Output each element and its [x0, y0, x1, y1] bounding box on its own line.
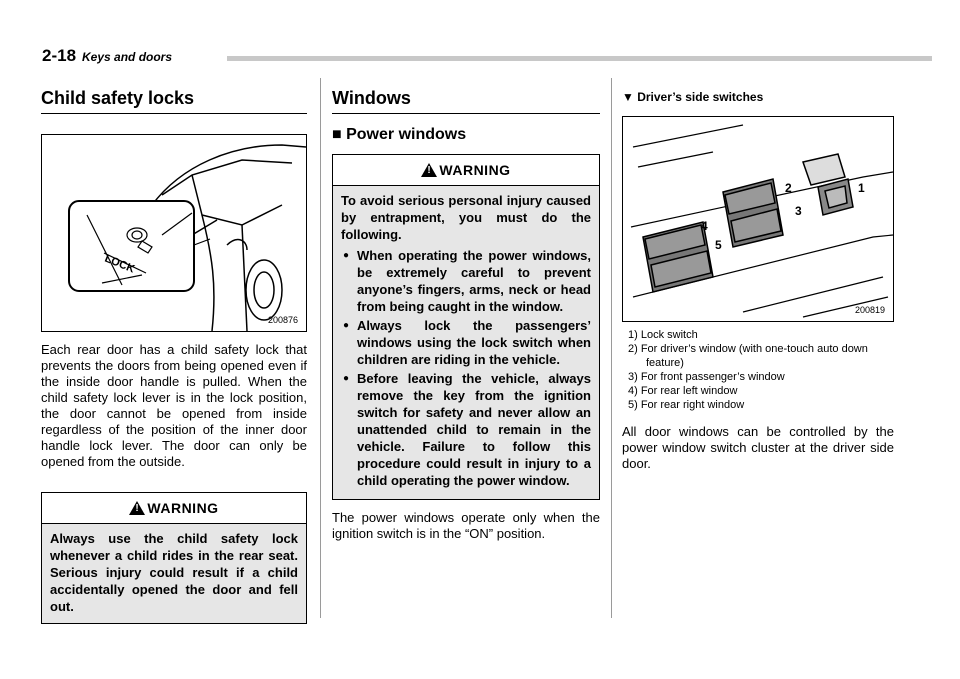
legend-item: 2) For driver’s window (with one-touch auto down feature)	[628, 343, 868, 369]
warning-title: WARNING	[439, 162, 511, 178]
warning-body	[333, 186, 599, 499]
warning-list	[341, 247, 591, 489]
window-switch-illustration	[623, 117, 893, 321]
legend-item: 1) Lock switch	[628, 329, 698, 341]
switch-cluster-description: All door windows can be controlled by the power window switch cluster at the driver side door.	[622, 424, 894, 471]
page-number: 2-18	[42, 46, 77, 65]
heading-windows: Windows	[332, 88, 600, 114]
page-header	[42, 46, 894, 66]
switch-legend	[628, 328, 894, 412]
warning-header	[333, 155, 599, 186]
column-windows	[332, 88, 600, 542]
warning-text: Always use the child safety lock whenever a child rides in the rear seat. Serious injury could result if a child accidentally opened the door and fell out.	[50, 531, 298, 614]
warning-box-power-windows	[332, 154, 600, 500]
heading-child-safety-locks: Child safety locks	[41, 88, 307, 114]
child-lock-description: Each rear door has a child safety lock that prevents the doors from being opened even if the inside door handle is pulled. When the child safety lock lever is in the lock position, the door cannot be opened from inside regardless of the position of the inner door handle lock lever. The door can only be opened from the outside.	[41, 342, 307, 469]
figure-id: 200819	[854, 305, 885, 315]
lock-label: LOCK	[102, 252, 137, 276]
figure-id: 200876	[267, 315, 298, 325]
warning-item: ● When operating the power windows, be extremely careful to prevent anyone’s fingers, arms, neck or head from being caught in the window.	[357, 247, 591, 315]
section-title: Keys and doors	[82, 50, 173, 64]
warning-intro: To avoid serious personal injury caused by entrapment, you must do the following.	[341, 193, 591, 242]
callout-3: 3	[795, 204, 802, 218]
legend-item: 5) For rear right window	[628, 399, 745, 411]
column-divider	[320, 78, 321, 618]
child-lock-illustration	[42, 135, 306, 331]
warning-triangle-icon	[421, 163, 437, 177]
warning-triangle-icon	[129, 501, 145, 515]
column-drivers-switches	[622, 88, 894, 472]
header-rule	[227, 56, 932, 61]
callout-4: 4	[701, 219, 708, 233]
callout-1: 1	[858, 181, 865, 195]
callout-5: 5	[715, 238, 722, 252]
legend-item: 4) For rear left window	[628, 385, 738, 397]
warning-item: ● Before leaving the vehicle, always remove the key from the ignition switch for safety and never allow an unattended child to remain in the vehicle. Failure to follow this procedure could result in injury to a child operating the power window.	[357, 370, 591, 489]
warning-header	[42, 493, 306, 524]
power-windows-description: The power windows operate only when the ignition switch is in the “ON” position.	[332, 510, 600, 541]
legend-item: 3) For front passenger’s window	[628, 371, 785, 383]
figure-window-switches	[622, 116, 894, 322]
figure-child-lock	[41, 134, 307, 332]
column-divider	[611, 78, 612, 618]
warning-title: WARNING	[147, 500, 219, 516]
warning-item: ● Always lock the passengers’ windows using the lock switch when children are riding in the vehicle.	[357, 317, 591, 368]
subheading-power-windows: ■ Power windows	[332, 126, 467, 143]
warning-box-child-lock	[41, 492, 307, 624]
column-child-safety	[41, 88, 307, 624]
callout-2: 2	[785, 181, 792, 195]
subheading-drivers-side-switches: ▼ Driver’s side switches	[622, 90, 764, 104]
